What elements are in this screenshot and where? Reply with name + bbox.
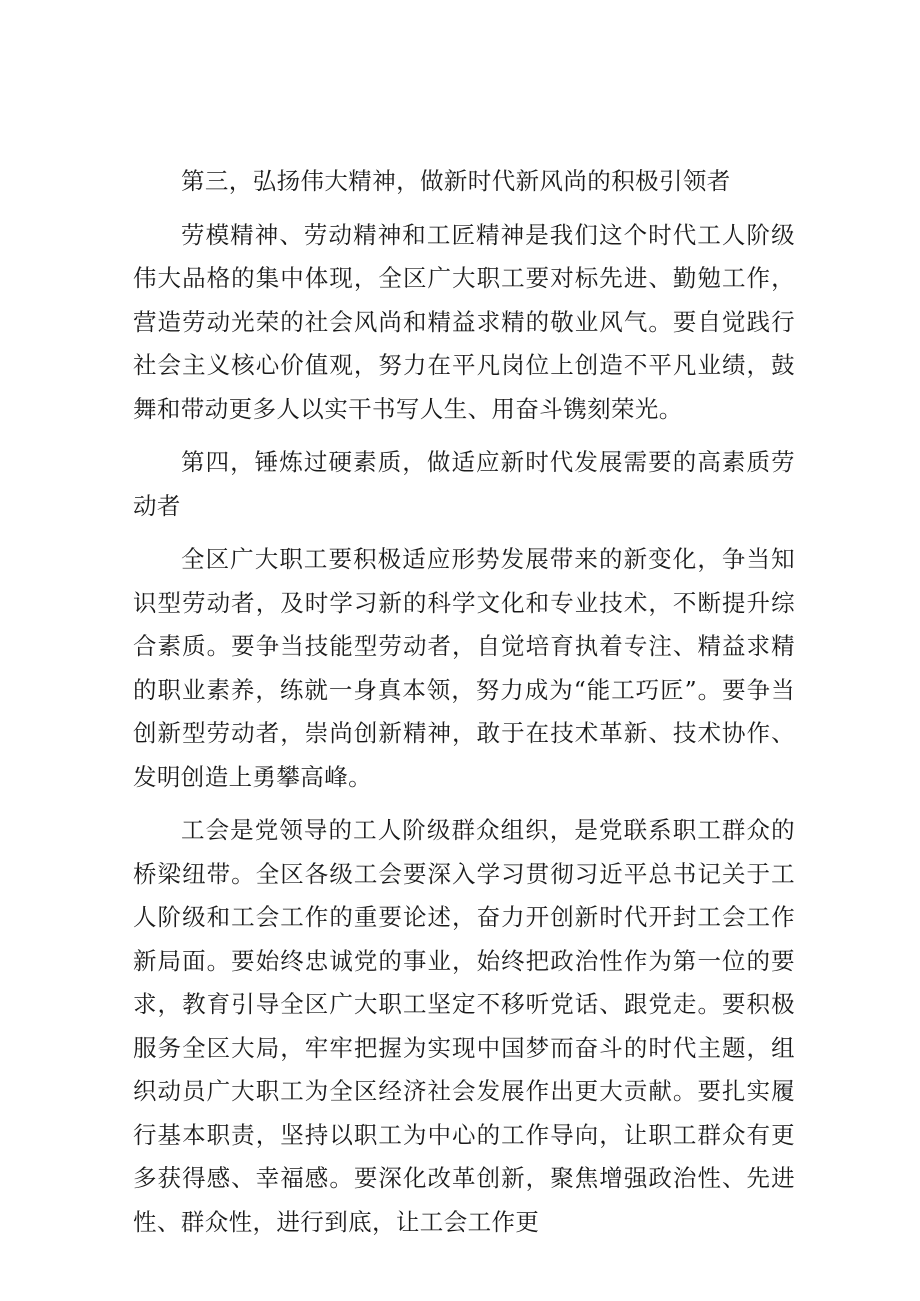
section-heading-fourth: 第四，锤炼过硬素质，做适应新时代发展需要的高素质劳动者 (133, 448, 795, 520)
paragraph-worker-quality: 全区广大职工要积极适应形势发展带来的新变化，争当知识型劳动者，及时学习新的科学文化和专业技术，不断提升综合素质。要争当技能型劳动者，自觉培育执着专注、精益求精的职业素养，练就一身真本领，努力成为“能工巧匠”。要争当创新型劳动者，崇尚创新精神，敢于在技术革新、技术协作、发明创造上勇攀高峰。 (133, 545, 795, 791)
document-body (133, 160, 795, 1254)
paragraph-model-worker-spirit: 劳模精神、劳动精神和工匠精神是我们这个时代工人阶级伟大品格的集中体现，全区广大职工要对标先进、勤勉工作，营造劳动光荣的社会风尚和精益求精的敬业风气。要自觉践行社会主义核心价值观，努力在平凡岗位上创造不平凡业绩，鼓舞和带动更多人以实干书写人生、用奋斗镌刻荣光。 (133, 220, 795, 423)
section-heading-third: 第三，弘扬伟大精神，做新时代新风尚的积极引领者 (181, 167, 731, 195)
paragraph-trade-union: 工会是党领导的工人阶级群众组织，是党联系职工群众的桥梁纽带。全区各级工会要深入学习贯彻习近平总书记关于工人阶级和工会工作的重要论述，奋力开创新时代开封工会工作新局面。要始终忠诚党的事业，始终把政治性作为第一位的要求，教育引导全区广大职工坚定不移听党话、跟党走。要积极服务全区大局，牢牢把握为实现中国梦而奋斗的时代主题，组织动员广大职工为全区经济社会发展作出更大贡献。要扎实履行基本职责，坚持以职工为中心的工作导向，让职工群众有更多获得感、幸福感。要深化改革创新，聚焦增强政治性、先进性、群众性，进行到底，让工会工作更 (133, 816, 795, 1236)
